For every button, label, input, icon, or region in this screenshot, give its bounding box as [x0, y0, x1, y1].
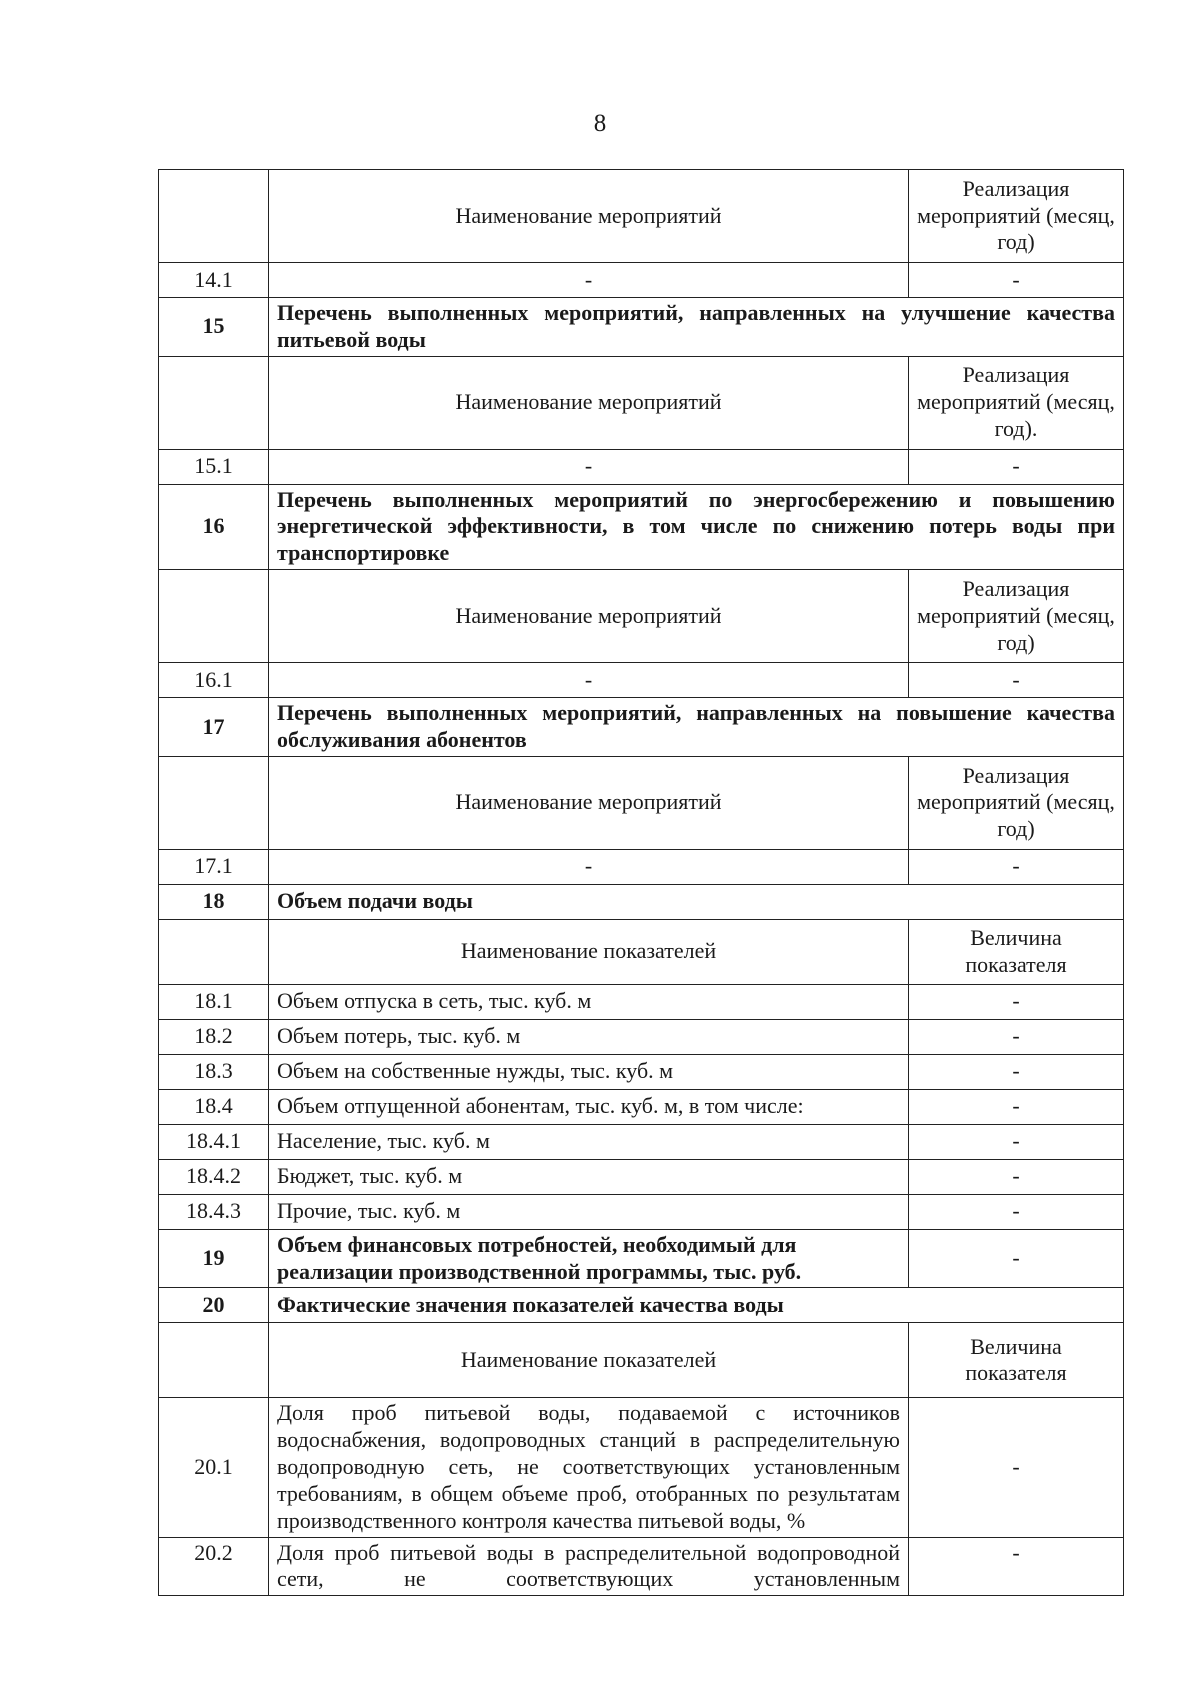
value-cell: -	[269, 449, 909, 484]
section-title: Объем подачи воды	[269, 884, 1124, 919]
number-cell	[159, 570, 269, 663]
value-cell: -	[909, 663, 1124, 698]
value-cell: -	[269, 663, 909, 698]
value-cell: -	[909, 1159, 1124, 1194]
row-number: 20.1	[159, 1398, 269, 1537]
indicators-value-header: Величина показателя	[909, 1323, 1124, 1398]
report-table	[158, 169, 1124, 1596]
row-number: 16.1	[159, 663, 269, 698]
section-title: Фактические значения показателей качества воды	[269, 1288, 1124, 1323]
row-number: 14.1	[159, 263, 269, 298]
row-number: 20.2	[159, 1537, 269, 1596]
section-row	[159, 698, 1124, 757]
table-row	[159, 356, 1124, 449]
row-number: 18.1	[159, 984, 269, 1019]
table-row	[159, 1398, 1124, 1537]
measures-realization-header: Реализация мероприятий (месяц, год)	[909, 756, 1124, 849]
value-cell: -	[909, 1229, 1124, 1288]
section-row	[159, 1229, 1124, 1288]
section-title: Перечень выполненных мероприятий по энергосбережению и повышению энергетической эффективности, в том числе по снижению потерь воды при транспортировке	[269, 484, 1124, 569]
table-row	[159, 919, 1124, 984]
section-row	[159, 298, 1124, 357]
indicator-text: Доля проб питьевой воды, подаваемой с источников водоснабжения, водопроводных станций в распределительную водопроводную сеть, не соответствующих установленным требованиям, в общем объеме проб, отобранных по результатам производственного контроля качества питьевой воды, %	[269, 1398, 909, 1537]
value-cell: -	[909, 1537, 1124, 1596]
indicator-text: Доля проб питьевой воды в распределительной водопроводной сети, не соответствующих установленным	[269, 1537, 909, 1596]
table-row	[159, 756, 1124, 849]
value-cell: -	[909, 849, 1124, 884]
section-row	[159, 884, 1124, 919]
value-cell: -	[909, 1054, 1124, 1089]
indicators-name-header: Наименование показателей	[269, 919, 909, 984]
number-cell	[159, 356, 269, 449]
table-row	[159, 1089, 1124, 1124]
table-row	[159, 849, 1124, 884]
row-number: 18.4.2	[159, 1159, 269, 1194]
indicator-text: Объем на собственные нужды, тыс. куб. м	[269, 1054, 909, 1089]
indicator-text: Объем отпущенной абонентам, тыс. куб. м, в том числе:	[269, 1089, 909, 1124]
measures-name-header: Наименование мероприятий	[269, 570, 909, 663]
value-cell: -	[909, 449, 1124, 484]
table-row	[159, 570, 1124, 663]
value-cell: -	[909, 1124, 1124, 1159]
measures-name-header: Наименование мероприятий	[269, 170, 909, 263]
measures-realization-header: Реализация мероприятий (месяц, год).	[909, 356, 1124, 449]
indicator-text: Объем потерь, тыс. куб. м	[269, 1019, 909, 1054]
section-number: 17	[159, 698, 269, 757]
section-number: 18	[159, 884, 269, 919]
section-title: Объем финансовых потребностей, необходимый для реализации производственной программы, тыс. руб.	[269, 1229, 909, 1288]
table-row	[159, 663, 1124, 698]
table-row	[159, 984, 1124, 1019]
table-row	[159, 170, 1124, 263]
indicator-text: Объем отпуска в сеть, тыс. куб. м	[269, 984, 909, 1019]
table-row	[159, 1019, 1124, 1054]
row-number: 18.2	[159, 1019, 269, 1054]
row-number: 18.3	[159, 1054, 269, 1089]
row-number: 15.1	[159, 449, 269, 484]
indicators-name-header: Наименование показателей	[269, 1323, 909, 1398]
table-row	[159, 1159, 1124, 1194]
section-number: 20	[159, 1288, 269, 1323]
table-row	[159, 263, 1124, 298]
table-row	[159, 1323, 1124, 1398]
measures-name-header: Наименование мероприятий	[269, 756, 909, 849]
section-title: Перечень выполненных мероприятий, направленных на улучшение качества питьевой воды	[269, 298, 1124, 357]
value-cell: -	[909, 1089, 1124, 1124]
number-cell	[159, 170, 269, 263]
table-row	[159, 1194, 1124, 1229]
value-cell: -	[909, 1194, 1124, 1229]
value-cell: -	[269, 263, 909, 298]
section-row	[159, 1288, 1124, 1323]
value-cell: -	[909, 1019, 1124, 1054]
section-number: 16	[159, 484, 269, 569]
page-number: 8	[593, 110, 607, 137]
section-title: Перечень выполненных мероприятий, направленных на повышение качества обслуживания абонентов	[269, 698, 1124, 757]
table-row	[159, 1537, 1124, 1596]
section-row	[159, 484, 1124, 569]
row-number: 17.1	[159, 849, 269, 884]
measures-realization-header: Реализация мероприятий (месяц, год)	[909, 170, 1124, 263]
indicator-text: Бюджет, тыс. куб. м	[269, 1159, 909, 1194]
table-row	[159, 1054, 1124, 1089]
row-number: 18.4.1	[159, 1124, 269, 1159]
indicators-value-header: Величина показателя	[909, 919, 1124, 984]
indicator-text: Прочие, тыс. куб. м	[269, 1194, 909, 1229]
indicator-text: Население, тыс. куб. м	[269, 1124, 909, 1159]
value-cell: -	[909, 984, 1124, 1019]
number-cell	[159, 919, 269, 984]
section-number: 15	[159, 298, 269, 357]
number-cell	[159, 756, 269, 849]
table-row	[159, 1124, 1124, 1159]
table-row	[159, 449, 1124, 484]
value-cell: -	[909, 1398, 1124, 1537]
row-number: 18.4.3	[159, 1194, 269, 1229]
value-cell: -	[909, 263, 1124, 298]
number-cell	[159, 1323, 269, 1398]
measures-realization-header: Реализация мероприятий (месяц, год)	[909, 570, 1124, 663]
value-cell: -	[269, 849, 909, 884]
measures-name-header: Наименование мероприятий	[269, 356, 909, 449]
row-number: 18.4	[159, 1089, 269, 1124]
section-number: 19	[159, 1229, 269, 1288]
